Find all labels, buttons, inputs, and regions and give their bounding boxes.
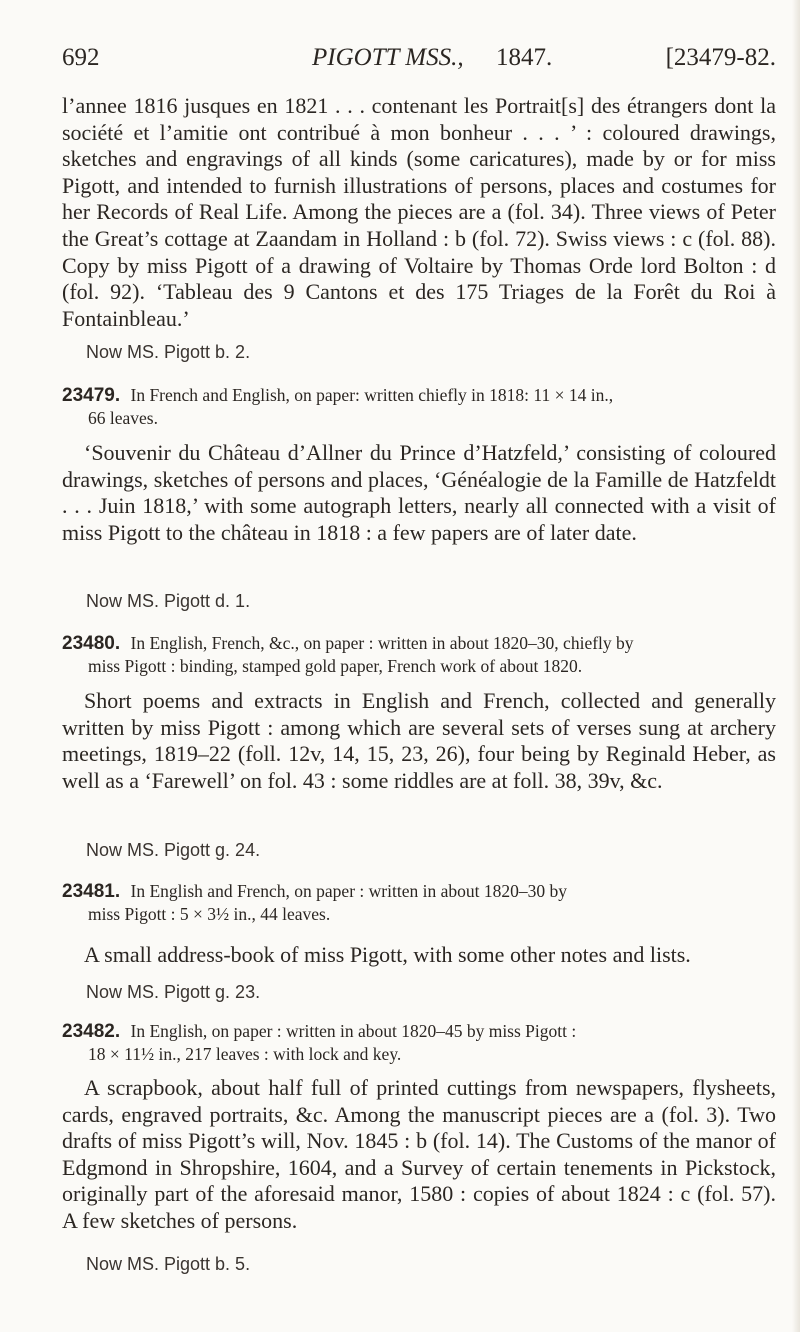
header-range: [23479-82. <box>665 44 776 71</box>
entry-description-cont: 18 × 11½ in., 217 leaves : with lock and key. <box>88 1044 402 1064</box>
entry-heading <box>62 1020 776 1066</box>
intro-shelfmark: Now MS. Pigott b. 2. <box>86 342 251 362</box>
entry-description: In English, on paper : written in about 1820–45 by miss Pigott : <box>130 1021 577 1041</box>
entry-text: A small address-book of miss Pigott, with some other notes and lists. <box>84 942 691 967</box>
page-edge <box>792 0 800 1332</box>
intro-paragraph: l’annee 1816 jusques en 1821 . . . contenant les Portrait[s] des étrangers dont la société et l’amitie ont contribué à mon bonheur . . . ’ : coloured drawings, sketches and engravings of all kinds (some caricatures), made by or for miss Pigott, and intended to furnish illustrations of persons, places and costumes for her Records of Real Life. Among the pieces are a (fol. 34). Three views of Peter the Great’s cottage at Zaandam in Holland : b (fol. 72). Swiss views : c (fol. 88). Copy by miss Pigott of a drawing of Voltaire by Thomas Orde lord Bolton : d (fol. 92). ‘Tableau des 9 Cantons et des 175 Triages de la Forêt du Roi à Fontainbleau.’ <box>62 93 776 331</box>
entry-heading <box>62 384 776 430</box>
entry-number: 23479. <box>62 385 121 406</box>
running-header <box>62 44 776 80</box>
entry-shelfmark: Now MS. Pigott g. 24. <box>86 840 261 860</box>
entry-description-cont: miss Pigott : binding, stamped gold paper, French work of about 1820. <box>88 656 583 676</box>
entry-text: A scrapbook, about half full of printed cuttings from newspapers, flysheets, cards, engraved portraits, &c. Among the manuscript pieces are a (fol. 3). Two drafts of miss Pigott’s will, Nov. 1845 : b (fol. 14). The Customs of the manor of Edgmond in Shropshire, 1604, and a Survey of certain tenements in Pickstock, originally part of the aforesaid manor, 1580 : copies of about 1824 : c (fol. 57). A few sketches of persons. <box>62 1075 776 1233</box>
entry-number: 23480. <box>62 633 121 654</box>
entry-heading <box>62 632 776 678</box>
entry-description: In English, French, &c., on paper : written in about 1820–30, chiefly by <box>130 633 634 653</box>
header-year: 1847. <box>496 44 553 71</box>
entry-description: In French and English, on paper: written chiefly in 1818: 11 × 14 in., <box>130 385 614 405</box>
entry-number: 23481. <box>62 881 121 902</box>
entry-heading <box>62 880 776 926</box>
entry-shelfmark: Now MS. Pigott g. 23. <box>86 982 261 1002</box>
entry-shelfmark: Now MS. Pigott d. 1. <box>86 591 251 611</box>
header-title: PIGOTT MSS., <box>312 44 464 71</box>
entry-description-cont: 66 leaves. <box>88 408 158 428</box>
entry-number: 23482. <box>62 1021 121 1042</box>
entry-shelfmark: Now MS. Pigott b. 5. <box>86 1254 251 1274</box>
page-number: 692 <box>62 44 100 71</box>
entry-text: Short poems and extracts in English and French, collected and generally written by miss Pigott : among which are several sets of verses sung at archery meetings, 1819–22 (foll. 12v, 14, 15, 23, 26), four being by Reginald Heber, as well as a ‘Farewell’ on fol. 43 : some riddles are at foll. 38, 39v, &c. <box>62 688 776 793</box>
entry-text: ‘Souvenir du Château d’Allner du Prince d’Hatzfeld,’ consisting of coloured drawings, sketches of persons and places, ‘Généalogie de la Famille de Hatzfeldt . . . Juin 1818,’ with some autograph letters, nearly all connected with a visit of miss Pigott to the château in 1818 : a few papers are of later date. <box>62 440 776 545</box>
entry-description: In English and French, on paper : written in about 1820–30 by <box>130 881 567 901</box>
entry-description-cont: miss Pigott : 5 × 3½ in., 44 leaves. <box>88 904 331 924</box>
